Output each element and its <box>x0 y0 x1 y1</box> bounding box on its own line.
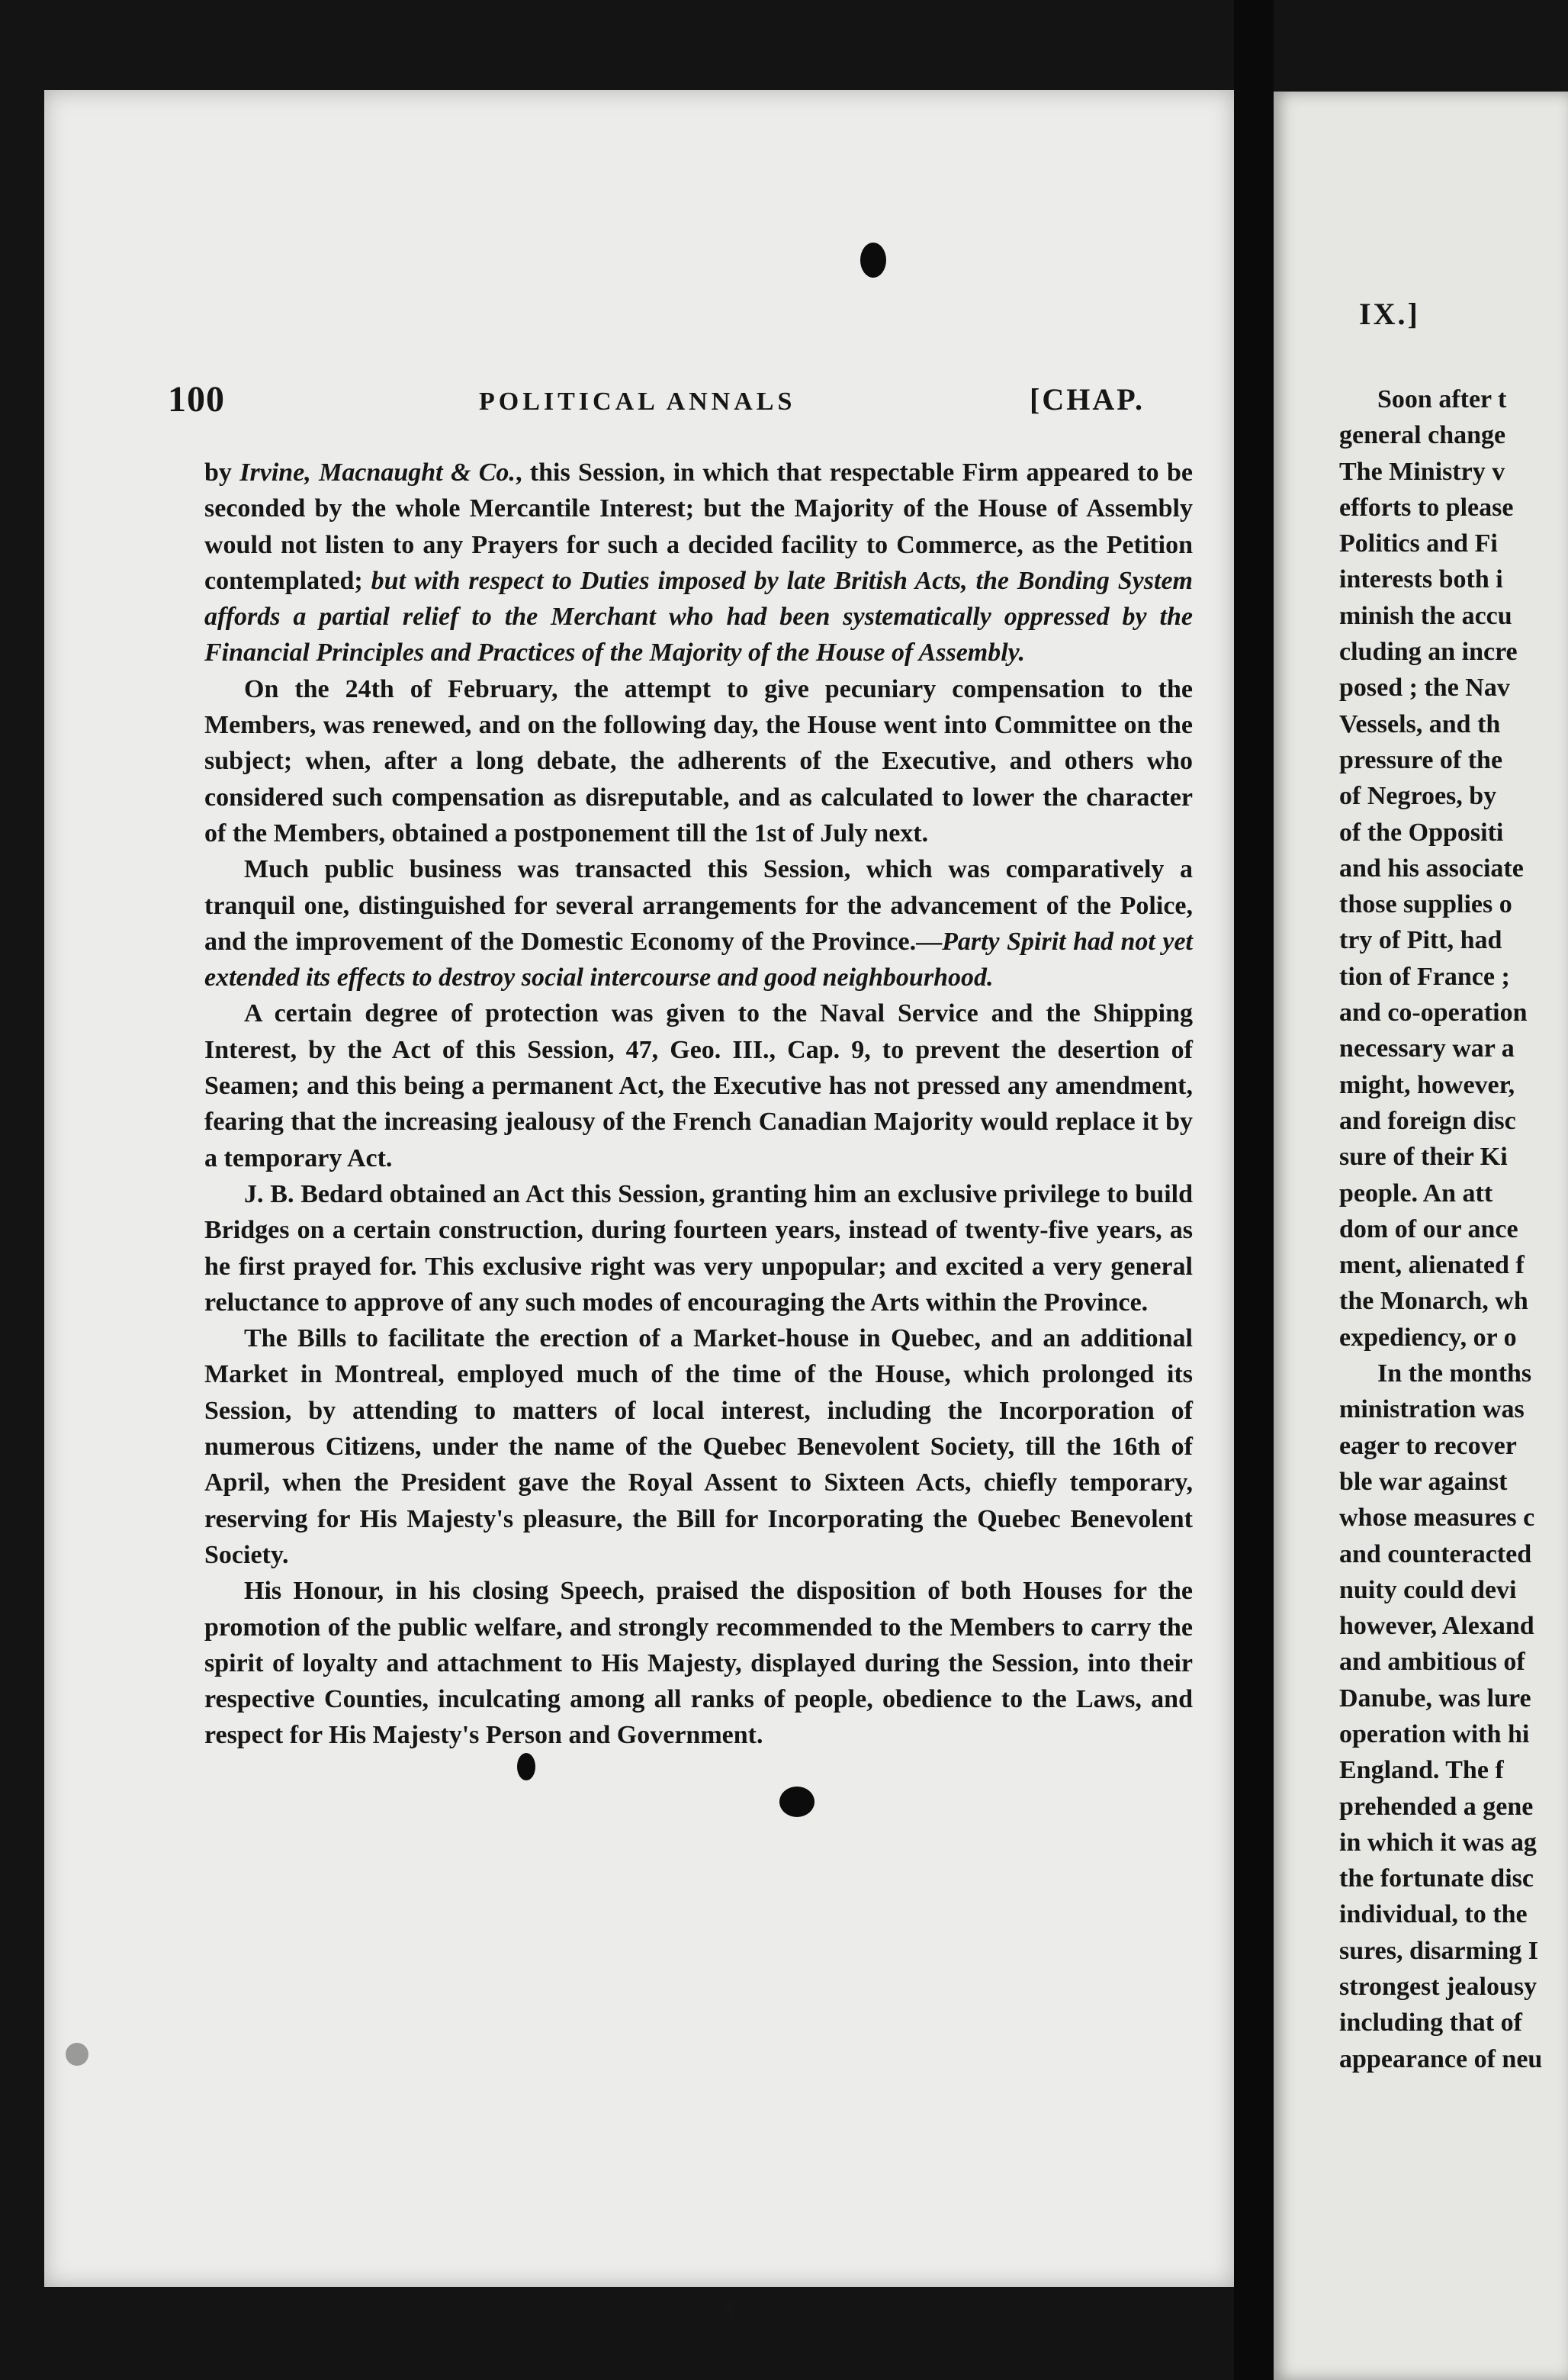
page-number: 100 <box>168 379 225 420</box>
right-page-line: pressure of the <box>1339 745 1503 774</box>
book-spine-shadow <box>1234 0 1274 2380</box>
right-page-line: operation with hi <box>1339 1719 1530 1748</box>
right-page-line: and foreign disc <box>1339 1106 1516 1135</box>
right-page-line: interests both i <box>1339 565 1503 594</box>
paragraph-5: J. B. Bedard obtained an Act this Session, granting him an exclusive privilege to build Bridges on a certain construction, during fourteen years, instead of twenty-five years, as he first prayed for. This exclusive right was very unpopular; and excited a very general reluctance to approve of any such modes of encouraging the Arts within the Province. <box>204 1179 1193 1317</box>
chapter-label: [CHAP. <box>1030 382 1145 416</box>
right-page-line: necessary war a <box>1339 1034 1515 1063</box>
right-page <box>1274 92 1568 2380</box>
right-page-line: nuity could devi <box>1339 1575 1517 1604</box>
right-page-line: efforts to please <box>1339 493 1514 522</box>
right-page-line: England. The f <box>1339 1756 1504 1785</box>
paragraph-1 <box>204 455 1193 671</box>
para3-text-a: Much public business was transacted this Session, which was comparatively a tranquil one, distinguished for several arrangements for the advancement of the Police, and the improvement of the Domestic Economy of the Province.— <box>204 855 1193 956</box>
page-header <box>44 378 1234 421</box>
right-page-line: ment, alienated f <box>1339 1251 1525 1280</box>
para1-firm-name: Irvine, Macnaught & Co. <box>239 458 516 487</box>
right-page-line: ble war against <box>1339 1467 1508 1496</box>
right-page-line: expediency, or o <box>1339 1323 1517 1352</box>
paragraph-4: A certain degree of protection was given to the Naval Service and the Shipping Interest, by the Act of this Session, 47, Geo. III., Cap. 9, to prevent the desertion of Seamen; and this being a permanent Act, the Executive has not pressed any amendment, fearing that the increasing jealousy of the French Canadian Majority would replace it by a temporary Act. <box>204 999 1193 1172</box>
right-page-line: the Monarch, wh <box>1339 1287 1528 1316</box>
right-page-line: whose measures c <box>1339 1504 1535 1533</box>
right-page-line: cluding an incre <box>1339 638 1518 667</box>
right-page-line: might, however, <box>1339 1070 1515 1099</box>
para3-italic-remark: Party Spirit had not yet extended its effects to destroy social intercourse and good neighbourhood. <box>204 927 1193 992</box>
right-page-line: in which it was ag <box>1339 1828 1537 1857</box>
para1-italic-remark: but with respect to Duties imposed by late British Acts, the Bonding System affords a partial relief to the Merchant who had been systematically oppressed by the Financial Principles and Practices of the Majority of the House of Assembly. <box>204 566 1193 667</box>
right-page-line: however, Alexand <box>1339 1612 1534 1641</box>
right-page-line: of the Oppositi <box>1339 818 1504 847</box>
right-page-line: of Negroes, by <box>1339 782 1497 811</box>
right-page-line: and his associate <box>1339 854 1524 883</box>
paragraph-7: His Honour, in his closing Speech, praised the disposition of both Houses for the promotion of the public welfare, and strongly recommended to the Members to carry the spirit of loyalty and attachment to His Majesty, displayed during the Session, into their respective Counties, inculcating among all ranks of people, obedience to the Laws, and respect for His Majesty's Person and Government. <box>204 1577 1193 1750</box>
right-page-line: strongest jealousy <box>1339 1973 1537 2002</box>
right-page-line: individual, to the <box>1339 1900 1528 1929</box>
right-page-line: the fortunate disc <box>1339 1864 1534 1893</box>
ink-blot-margin <box>66 2043 88 2066</box>
paragraph-6: The Bills to facilitate the erection of a Market-house in Quebec, and an additional Market in Montreal, employed much of the time of the House, which prolonged its Session, by attending to matters of local interest, including the Incorporation of numerous Citizens, under the name of the Quebec Benevolent Society, till the 16th of April, when the President gave the Royal Assent to Sixteen Acts, chiefly temporary, reserving for His Majesty's pleasure, the Bill for Incorporating the Quebec Benevolent Society. <box>204 1324 1193 1569</box>
right-page-line: prehended a gene <box>1339 1792 1534 1821</box>
right-page-line: ministration was <box>1339 1395 1525 1424</box>
right-page-line: Vessels, and th <box>1339 709 1501 738</box>
right-page-line: people. An att <box>1339 1179 1493 1208</box>
right-page-line: those supplies o <box>1339 890 1512 919</box>
right-page-line: appearance of neu <box>1339 2044 1543 2073</box>
right-page-text <box>1339 381 1568 2077</box>
right-page-line: and ambitious of <box>1339 1648 1525 1677</box>
right-page-line: Danube, was lure <box>1339 1684 1531 1713</box>
para1-text-a: by <box>204 458 240 487</box>
right-chapter-label: IX.] <box>1359 297 1420 331</box>
right-page-line: minish the accu <box>1339 601 1512 630</box>
left-page <box>44 90 1234 2323</box>
right-page-line: try of Pitt, had <box>1339 926 1502 955</box>
running-title: POLITICAL ANNALS <box>479 388 796 416</box>
right-page-line: The Ministry v <box>1339 457 1505 486</box>
ink-blot-top <box>860 243 886 278</box>
paragraph-2: On the 24th of February, the attempt to give pecuniary compensation to the Members, was renewed, and on the following day, the House went into Committee on the subject; when, after a long debate, the adherents of the Executive, and others who considered such compensation as disreputable, and as calculated to lower the character of the Members, obtained a postponement till the 1st of July next. <box>204 674 1193 847</box>
para1-text-c: , this Session, in which that respectable Firm appeared to be seconded by the whole Mercantile Interest; but the Majority of the House of Assembly would not listen to any Prayers for such a decided facility to Commerce, as the Petition contemplated; <box>204 458 1193 595</box>
right-page-line: including that of <box>1339 2009 1522 2037</box>
right-page-line: dom of our ance <box>1339 1214 1518 1243</box>
paragraph-3 <box>204 851 1193 995</box>
footer-mark: ¶ <box>723 2295 737 2323</box>
right-page-line: tion of France ; <box>1339 962 1510 991</box>
right-page-line: sure of their Ki <box>1339 1143 1508 1172</box>
ink-blot-middle <box>517 1753 535 1780</box>
right-page-line: posed ; the Nav <box>1339 674 1510 703</box>
right-page-line: Soon after t <box>1377 385 1507 413</box>
ink-blot-bottom <box>779 1787 815 1817</box>
right-page-line: and counteracted <box>1339 1539 1532 1568</box>
right-page-line: and co-operation <box>1339 999 1528 1028</box>
right-page-line: general change <box>1339 421 1506 450</box>
right-page-line: Politics and Fi <box>1339 529 1498 558</box>
right-page-line: In the months <box>1377 1359 1532 1388</box>
body-text <box>204 455 1193 1754</box>
right-page-line: sures, disarming I <box>1339 1936 1539 1965</box>
right-page-line: eager to recover <box>1339 1431 1517 1460</box>
